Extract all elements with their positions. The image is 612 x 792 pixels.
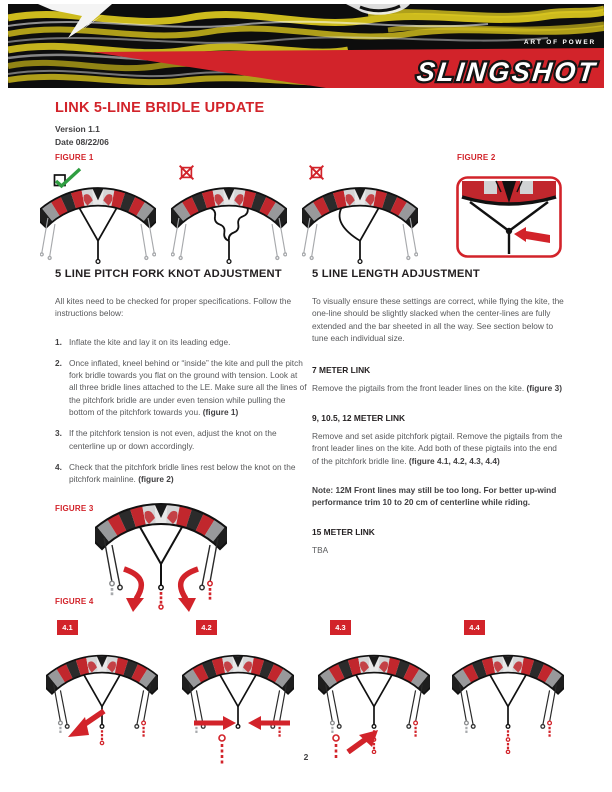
section-title: 7 METER LINK — [312, 365, 371, 376]
step-3 — [55, 427, 307, 452]
kite-illustration-figure3 — [95, 488, 227, 620]
curved-arrow-icon — [118, 566, 148, 612]
section-7-meter — [312, 364, 564, 395]
right-intro: To visually ensure these settings are correct, while flying the kite, the one-line should be slightly slacked when the center-lines are fully extended and the bar sheeted in all the way. See section below to tune each individual size. — [312, 296, 564, 343]
note-text: Note: 12M Front lines may still be too long. For better up-wind performance trim 10 to 20 cm of centerline while riding. — [312, 484, 557, 508]
figure-ref: (figure 2) — [138, 474, 174, 485]
step-text: If the pitchfork tension is not even, adjust the knot on the centerline up or down accordingly. — [69, 428, 277, 451]
figure42-tag: 4.2 — [196, 620, 217, 635]
right-arrow-icon — [194, 716, 236, 730]
section-9-105-12-meter — [312, 412, 564, 467]
curved-arrow-icon — [174, 566, 204, 612]
kite-illustration-42 — [182, 642, 294, 754]
left-heading: 5 LINE PITCH FORK KNOT ADJUSTMENT — [55, 268, 282, 280]
brand-logo: SLINGSHOT — [415, 56, 599, 87]
step-number: 3. — [55, 428, 62, 439]
figure4-label: FIGURE 4 — [55, 597, 94, 606]
diagonal-arrow-icon — [68, 706, 106, 738]
left-intro: All kites need to be checked for proper specifications. Follow the instructions below: — [55, 296, 292, 319]
figure41-tag: 4.1 — [57, 620, 78, 635]
page-number: 2 — [303, 752, 309, 762]
check-mark-icon — [53, 166, 83, 190]
step-1 — [55, 336, 307, 348]
section-text: Remove the pigtails from the front leader lines on the kite. — [312, 383, 525, 394]
figure2-label: FIGURE 2 — [457, 153, 496, 162]
date-label: Date 08/22/06 — [55, 137, 109, 147]
left-arrow-icon — [248, 716, 290, 730]
left-column — [55, 268, 307, 495]
version-label: Version 1.1 — [55, 124, 100, 134]
step-number: 2. — [55, 357, 62, 368]
step-text: Inflate the kite and lay it on its leading edge. — [69, 336, 231, 347]
section-15-meter — [312, 526, 564, 557]
figure-ref: (figure 1) — [202, 407, 239, 418]
page-title: LINK 5-LINE BRIDLE UPDATE — [55, 100, 265, 116]
diagonal-arrow-icon — [344, 728, 378, 754]
step-2 — [55, 357, 307, 418]
step-number: 4. — [55, 461, 62, 472]
section-text: TBA — [312, 544, 329, 555]
kite-illustration-44 — [452, 642, 564, 754]
x-mark-icon — [309, 165, 324, 180]
section-title: 15 METER LINK — [312, 526, 375, 537]
step-text: Check that the pitchfork bridle lines rest below the knot on the pitchfork mainline. — [69, 461, 296, 485]
brand-banner — [8, 4, 604, 88]
figure-ref: (figure 4.1, 4.2, 4.3, 4.4) — [408, 455, 500, 466]
section-title: 9, 10.5, 12 METER LINK — [312, 412, 406, 423]
figure-ref: (figure 3) — [526, 383, 562, 394]
right-heading: 5 LINE LENGTH ADJUSTMENT — [312, 268, 480, 280]
figure44-tag: 4.4 — [464, 620, 485, 635]
step-4 — [55, 461, 307, 486]
figure3-label: FIGURE 3 — [55, 504, 94, 513]
step-number: 1. — [55, 336, 62, 347]
step-text: Once inflated, kneel behind or “inside” the kite and pull the pitch fork bridle towards you flat on the ground with tension. Look at all three bridle lines attached to the LE. Make sure all the lines of the pitchfork bridle are under even tension while pulling the bottom of the pitchfork towards you. — [69, 357, 307, 418]
section-text: Remove and set aside pitchfork pigtail. Remove the pigtails from the front leader lines on the kite. Add both of these pigtails into the end of the pitchfork bridle line. — [312, 431, 563, 466]
figure1-label: FIGURE 1 — [55, 153, 94, 162]
right-column — [312, 268, 564, 573]
x-mark-icon — [179, 165, 194, 180]
figure43-tag: 4.3 — [330, 620, 351, 635]
figure2-knot-closeup — [456, 176, 562, 258]
tagline-text: ART OF POWER — [523, 39, 596, 46]
